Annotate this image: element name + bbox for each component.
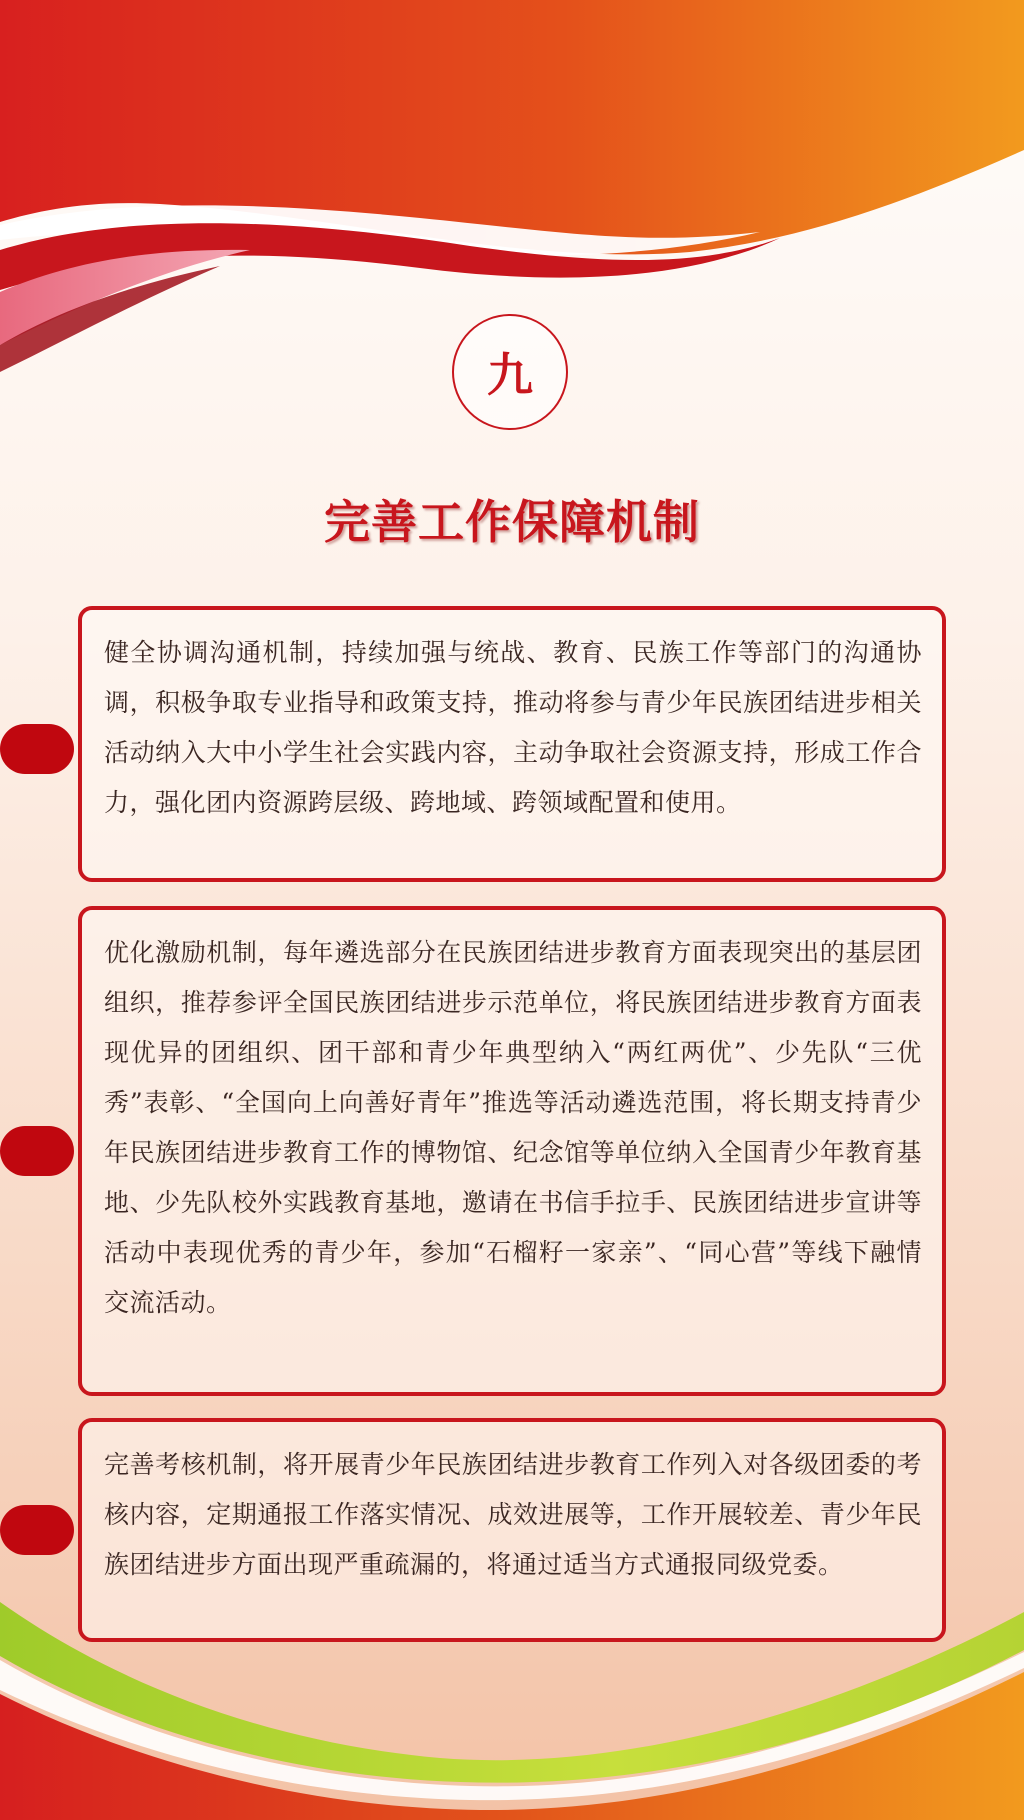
bullet-marker-3: [0, 1505, 74, 1555]
card-text: 健全协调沟通机制，持续加强与统战、教育、民族工作等部门的沟通协调，积极争取专业指导和政策支持，推动将参与青少年民族团结进步相关活动纳入大中小学生社会实践内容，主动争取社会资源支持，形成工作合力，强化团内资源跨层级、跨地域、跨领域配置和使用。: [104, 638, 922, 817]
bullet-marker-2: [0, 1126, 74, 1176]
content-card-assessment: [78, 1418, 946, 1642]
bullet-marker-1: [0, 724, 74, 774]
section-number-badge: [452, 314, 568, 430]
content-card-incentive: [78, 906, 946, 1396]
content-card-coordination: [78, 606, 946, 882]
section-number: 九: [487, 348, 533, 402]
card-text: 优化激励机制，每年遴选部分在民族团结进步教育方面表现突出的基层团组织，推荐参评全国民族团结进步示范单位，将民族团结进步教育方面表现优异的团组织、团干部和青少年典型纳入“两红两优”、少先队“三优秀”表彰、“全国向上向善好青年”推选等活动遴选范围，将长期支持青少年民族团结进步教育工作的博物馆、纪念馆等单位纳入全国青少年教育基地、少先队校外实践教育基地，邀请在书信手拉手、民族团结进步宣讲等活动中表现优秀的青少年，参加“石榴籽一家亲”、“同心营”等线下融情交流活动。: [104, 938, 922, 1317]
page-title: 完善工作保障机制: [324, 495, 700, 549]
card-text: 完善考核机制，将开展青少年民族团结进步教育工作列入对各级团委的考核内容，定期通报工作落实情况、成效进展等，工作开展较差、青少年民族团结进步方面出现严重疏漏的，将通过适当方式通报同级党委。: [104, 1450, 922, 1579]
